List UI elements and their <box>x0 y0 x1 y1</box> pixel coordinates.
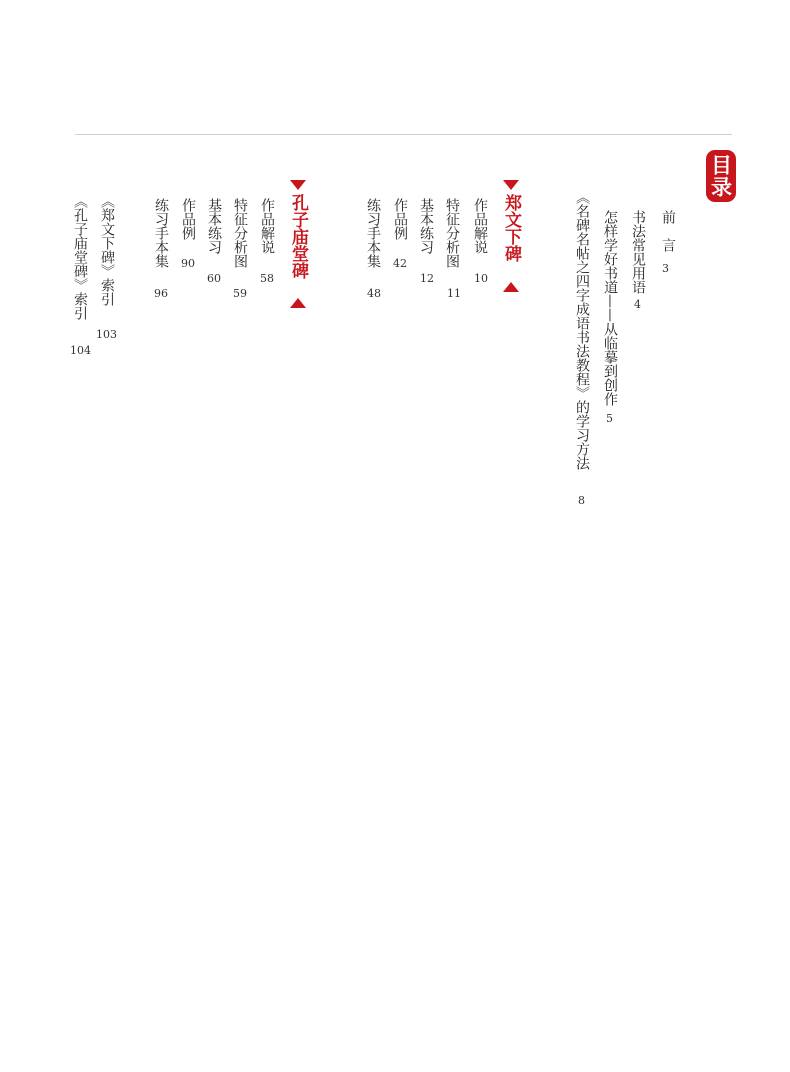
toc-entry-title[interactable]: 作品解说 <box>472 198 488 254</box>
section-title[interactable]: 孔子庙堂碑 <box>288 194 308 279</box>
toc-entry-page: 10 <box>474 272 488 285</box>
section-title[interactable]: 郑文下碑 <box>501 194 521 262</box>
toc-entry-title[interactable]: 基本练习 <box>206 198 222 254</box>
toc-entry-page: 3 <box>662 262 669 275</box>
toc-entry-title[interactable]: 书法常见用语 <box>630 210 646 294</box>
toc-entry-page: 11 <box>447 287 461 300</box>
toc-entry-title[interactable]: 基本练习 <box>418 198 434 254</box>
bracket-close-icon <box>503 282 519 292</box>
toc-entry-page: 58 <box>260 272 274 285</box>
toc-entry-page: 103 <box>96 328 117 341</box>
toc-entry-title[interactable]: 特征分析图 <box>444 198 460 268</box>
toc-entry-page: 59 <box>233 287 247 300</box>
toc-entry-page: 96 <box>154 287 168 300</box>
toc-entry-title[interactable]: 作品例 <box>180 198 196 240</box>
toc-entry-title[interactable]: 特征分析图 <box>232 198 248 268</box>
toc-entry-page: 42 <box>393 257 407 270</box>
toc-entry-page: 12 <box>420 272 434 285</box>
top-rule <box>75 134 732 135</box>
toc-entry-page: 60 <box>207 272 221 285</box>
toc-entry-title[interactable]: 《孔子庙堂碑》索引 <box>72 194 88 320</box>
toc-entry-title[interactable]: 练习手本集 <box>153 198 169 268</box>
toc-heading: 目录 <box>708 154 734 198</box>
toc-entry-title[interactable]: 《名碑名帖之四字成语书法教程》的学习方法 <box>574 190 590 470</box>
toc-entry-page: 104 <box>70 344 91 357</box>
bracket-open-icon <box>503 180 519 190</box>
toc-entry-title[interactable]: 前 言 <box>660 210 676 252</box>
bracket-open-icon <box>290 180 306 190</box>
toc-entry-title[interactable]: 作品解说 <box>259 198 275 254</box>
toc-entry-page: 48 <box>367 287 381 300</box>
toc-heading-badge <box>706 150 736 202</box>
toc-entry-title[interactable]: 练习手本集 <box>365 198 381 268</box>
toc-entry-page: 5 <box>606 412 613 425</box>
toc-entry-page: 4 <box>634 298 641 311</box>
toc-entry-page: 90 <box>181 257 195 270</box>
toc-entry-title[interactable]: 怎样学好书道——从临摹到创作 <box>602 210 618 406</box>
bracket-close-icon <box>290 298 306 308</box>
toc-entry-page: 8 <box>578 494 585 507</box>
toc-entry-title[interactable]: 《郑文下碑》索引 <box>99 194 115 306</box>
toc-entry-title[interactable]: 作品例 <box>392 198 408 240</box>
